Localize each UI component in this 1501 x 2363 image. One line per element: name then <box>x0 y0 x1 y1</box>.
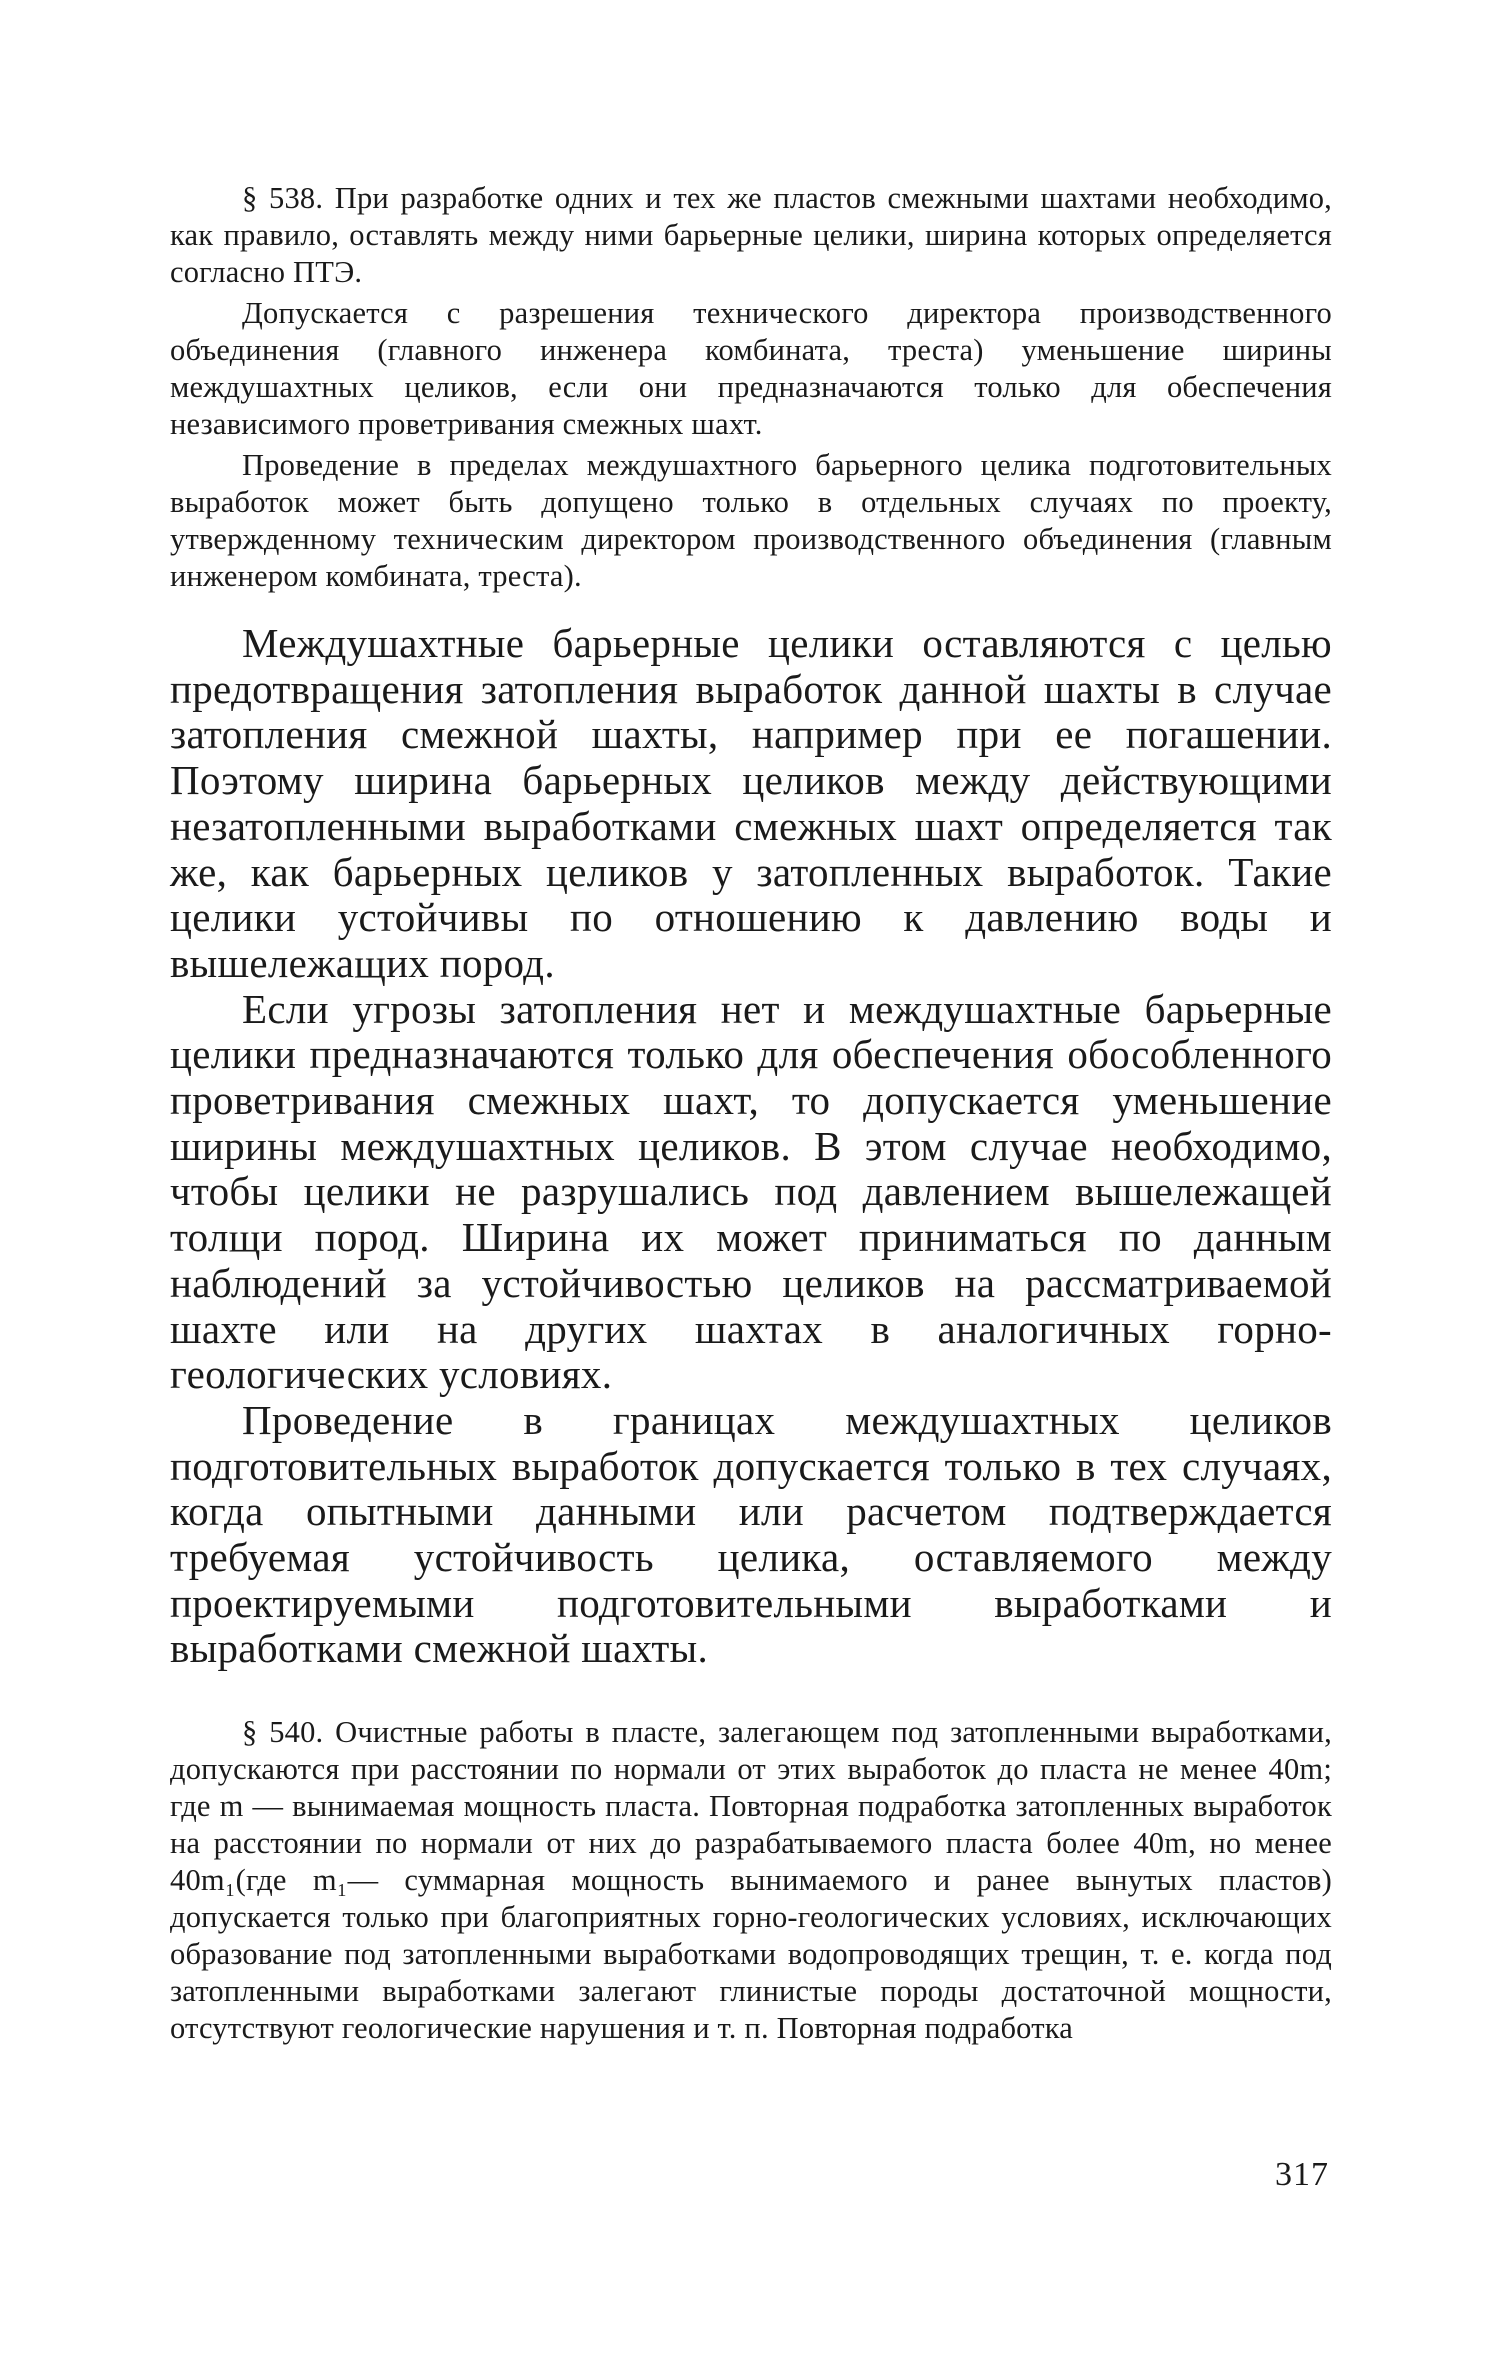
section-538-paragraph-2: Допускается с разрешения технического директора производственного объединения (главного инженера комбината, треста) уменьшение ширины междушахтных целиков, если они предназначаются только для обеспечения независимого проветривания смежных шахт. <box>170 296 1332 441</box>
section-538-paragraph-3: Проведение в пределах междушахтного барьерного целика подготовительных выработок может быть допущено только в отдельных случаях по проекту, утвержденному техническим директором производственного объединения (главным инженером комбината, треста). <box>170 448 1332 593</box>
section-540-paragraph-1: § 540. Очистные работы в пласте, залегающем под затопленными выработками, допускаются при расстоянии по нормали от этих выработок до пласта не менее 40m; где m — вынимаемая мощность пласта. Повторная подработка затопленных выработок на расстоянии по нормали от них до разрабатываемого пласта более 40m, но менее 40m₁(где m₁— суммарная мощность вынимаемого и ранее вынутых пластов) допускается только при благоприятных горно-геологических условиях, исключающих образование под затопленными выработками водопроводящих трещин, т. е. когда под затопленными выработками залегают глинистые породы достаточной мощности, отсутствуют геологические нарушения и т. п. Повторная подработка <box>170 1715 1332 2046</box>
commentary-paragraph-3: Проведение в границах междушахтных целиков подготовительных выработок допускается только в тех случаях, когда опытными данными или расчетом подтверждается требуемая устойчивость целика, оставляемого между проектируемыми подготовительными выработками и выработками смежной шахты. <box>170 1396 1332 1672</box>
commentary-538 <box>170 621 1332 1672</box>
commentary-paragraph-2: Если угрозы затопления нет и междушахтные барьерные целики предназначаются только для обеспечения обособленного проветривания смежных шахт, то допускается уменьшение ширины междушахтных целиков. В этом случае необходимо, чтобы целики не разрушались под давлением вышележащей толщи пород. Ширина их может приниматься по данным наблюдений за устойчивостью целиков на рассматриваемой шахте или на других шахтах в аналогичных горно-геологических условиях. <box>170 985 1332 1398</box>
page-number: 317 <box>1275 2156 1329 2193</box>
section-538-paragraph-1: § 538. При разработке одних и тех же пластов смежными шахтами необходимо, как правило, оставлять между ними барьерные целики, ширина которых определяется согласно ПТЭ. <box>170 181 1332 289</box>
page-body <box>170 180 1332 2047</box>
commentary-paragraph-1: Междушахтные барьерные целики оставляются с целью предотвращения затопления выработок данной шахты в случае затопления смежной шахты, например при ее погашении. Поэтому ширина барьерных целиков между действующими незатопленными выработками смежных шахт определяется так же, как барьерных целиков у затопленных выработок. Такие целики устойчивы по отношению к давлению воды и вышележащих пород. <box>170 620 1332 986</box>
section-540 <box>170 1714 1332 2047</box>
section-538 <box>170 180 1332 595</box>
